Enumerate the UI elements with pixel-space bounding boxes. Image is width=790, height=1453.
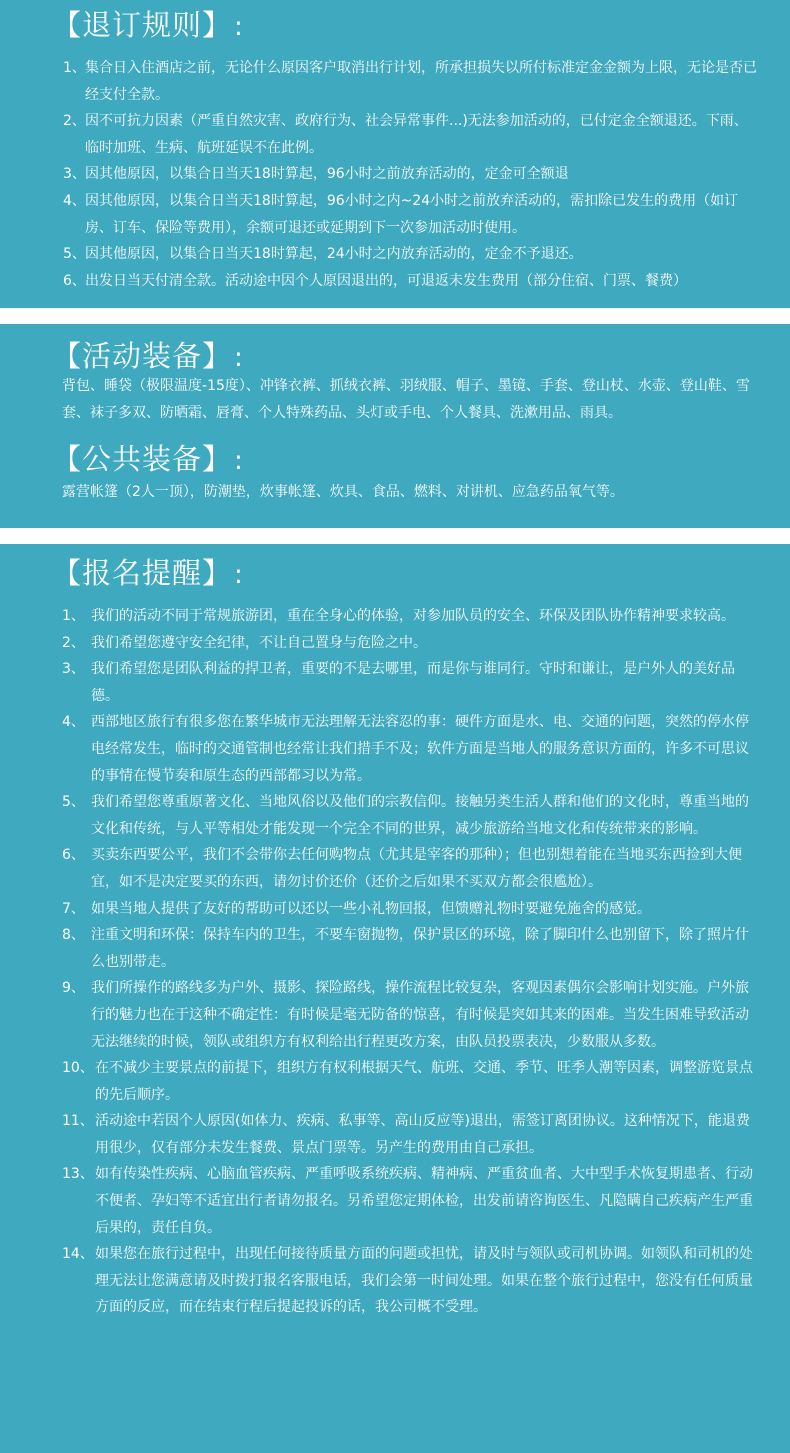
reminder-item-text: 我们的活动不同于常规旅游团，重在全身心的体验，对参加队员的安全、环保及团队协作精神要求较高。 [91, 608, 735, 624]
activity-gear-heading: 【活动装备】: [52, 339, 244, 373]
reminder-item-number: 5、 [62, 794, 85, 811]
reminder-item-text: 西部地区旅行有很多您在繁华城市无法理解无法容忍的事：硬件方面是水、电、交通的问题，突然的停水停电经常发生，临时的交通管制也经常让我们措手不及；软件方面是当地人的服务意识方面的，许多不可思议的事情在慢节奏和原生态的西部都习以为常。 [91, 714, 749, 784]
refund-rule-item [63, 161, 758, 188]
gear-section [0, 324, 790, 528]
reminder-item [62, 603, 762, 630]
reminder-item [62, 789, 762, 842]
reminder-item-text: 我们希望您是团队利益的捍卫者，重要的不是去哪里，而是你与谁同行。守时和谦让，是户外人的美好品德。 [91, 661, 735, 704]
refund-rule-item [63, 268, 758, 295]
reminder-item-number: 8、 [62, 927, 85, 944]
reminder-item-text: 如果您在旅行过程中，出现任何接待质量方面的问题或担忧，请及时与领队或司机协调。如领队和司机的处理无法让您满意请及时拨打报名客服电话，我们会第一时间处理。如果在整个旅行过程中，您没有任何质量方面的反应，而在结束行程后提起投诉的话，我公司概不受理。 [95, 1246, 753, 1316]
reminder-item-number: 10、 [62, 1060, 94, 1077]
refund-rules-list [63, 55, 758, 294]
refund-rules-heading: 【退订规则】: [52, 8, 244, 42]
reminder-item-number: 7、 [62, 900, 85, 917]
refund-rule-item-number: 2、 [63, 113, 86, 130]
reminder-item-number: 6、 [62, 847, 85, 864]
reminder-item-text: 注重文明和环保：保持车内的卫生，不要车窗抛物，保护景区的环境，除了脚印什么也别留下，除了照片什么也别带走。 [91, 927, 749, 970]
reminder-item [62, 1161, 762, 1241]
refund-rule-item [63, 188, 758, 241]
reminder-item [62, 922, 762, 975]
reminder-item-number: 2、 [62, 634, 85, 651]
reminder-item-text: 我们希望您尊重原著文化、当地风俗以及他们的宗教信仰。接触另类生活人群和他们的文化时，尊重当地的文化和传统，与人平等相处才能发现一个完全不同的世界，减少旅游给当地文化和传统带来的影响。 [91, 794, 749, 837]
reminder-item-text: 买卖东西要公平，我们不会带你去任何购物点（尤其是宰客的那种）；但也别想着能在当地买东西捡到大便宜，如不是决定要买的东西，请勿讨价还价（还价之后如果不买双方都会很尴尬）。 [91, 847, 742, 890]
reminder-item-number: 4、 [62, 714, 85, 731]
reminder-item-text: 活动途中若因个人原因(如体力、疾病、私事等、高山反应等)退出，需签订离团协议。这种情况下，能退费用很少，仅有部分未发生餐费、景点门票等。另产生的费用由自己承担。 [95, 1113, 750, 1156]
refund-rule-item-text: 因不可抗力因素（严重自然灾害、政府行为、社会异常事件...)无法参加活动的，已付定金全额退还。下雨、临时加班、生病、航班延误不在此例。 [85, 113, 748, 156]
activity-gear-text: 背包、睡袋（极限温度-15度）、冲锋衣裤、抓绒衣裤、羽绒服、帽子、墨镜、手套、登山杖、水壶、登山鞋、雪套、袜子多双、防晒霜、唇膏、个人特殊药品、头灯或手电、个人餐具、洗漱用品、雨具。 [62, 378, 750, 421]
reminder-item [62, 975, 762, 1055]
reminder-item-text: 如果当地人提供了友好的帮助可以还以一些小礼物回报，但馈赠礼物时要避免施舍的感觉。 [91, 900, 651, 917]
signup-reminders-list [62, 603, 762, 1321]
refund-rule-item-text: 因其他原因，以集合日当天18时算起，96小时之前放弃活动的，定金可全额退 [85, 166, 569, 183]
refund-rule-item-number: 5、 [63, 246, 86, 263]
reminder-item-number: 14、 [62, 1246, 94, 1263]
reminder-item-number: 11、 [62, 1113, 94, 1130]
reminder-item-text: 我们希望您遵守安全纪律，不让自己置身与危险之中。 [91, 634, 427, 651]
refund-rule-item-number: 4、 [63, 192, 86, 209]
refund-rule-item-number: 3、 [63, 166, 86, 183]
public-gear-heading: 【公共装备】: [52, 442, 244, 476]
reminder-item [62, 1055, 762, 1108]
refund-rules-section [0, 0, 790, 308]
reminder-item-text: 我们所操作的路线多为户外、摄影、探险路线，操作流程比较复杂，客观因素偶尔会影响计划实施。户外旅行的魅力也在于这种不确定性：有时候是毫无防备的惊喜，有时候是突如其来的困难。当发生困难导致活动无法继续的时候，领队或组织方有权利给出行程更改方案，由队员投票表决，少数服从多数。 [91, 980, 749, 1050]
reminder-item-number: 1、 [62, 608, 85, 624]
reminder-item-number: 13、 [62, 1166, 94, 1183]
refund-rule-item-text: 出发日当天付清全款。活动途中因个人原因退出的，可退返未发生费用（部分住宿、门票、餐费） [85, 272, 687, 289]
reminder-item [62, 842, 762, 895]
reminder-item [62, 656, 762, 709]
public-gear-text: 露营帐篷（2人一顶），防潮垫，炊事帐篷、炊具、食品、燃料、对讲机、应急药品氧气等。 [62, 484, 624, 500]
refund-rule-item-text: 集合日入住酒店之前，无论什么原因客户取消出行计划，所承担损失以所付标准定金金额为上限，无论是否已经支付全款。 [85, 60, 757, 103]
refund-rule-item-text: 因其他原因，以集合日当天18时算起，24小时之内放弃活动的，定金不予退还。 [85, 246, 583, 263]
refund-rule-item [63, 241, 758, 268]
signup-reminders-heading: 【报名提醒】: [52, 556, 244, 590]
reminder-item [62, 1241, 762, 1321]
reminder-item [62, 709, 762, 789]
reminder-item-text: 在不减少主要景点的前提下，组织方有权利根据天气、航班、交通、季节、旺季人潮等因素，调整游览景点的先后顺序。 [95, 1060, 753, 1103]
reminder-item-number: 9、 [62, 980, 85, 997]
refund-rule-item [63, 55, 758, 108]
refund-rule-item-text: 因其他原因，以集合日当天18时算起，96小时之内~24小时之前放弃活动的，需扣除已发生的费用（如订房、订车、保险等费用），余额可退还或延期到下一次参加活动时使用。 [85, 192, 739, 236]
reminder-item [62, 896, 762, 923]
reminder-item-text: 如有传染性疾病、心脑血管疾病、严重呼吸系统疾病、精神病、严重贫血者、大中型手术恢复期患者、行动不便者、孕妇等不适宜出行者请勿报名。另希望您定期体检，出发前请咨询医生、凡隐瞒自己疾病产生严重后果的，责任自负。 [95, 1166, 753, 1236]
reminder-item-number: 3、 [62, 661, 85, 678]
refund-rule-item-number: 6、 [63, 272, 86, 289]
reminder-item [62, 630, 762, 657]
refund-rule-item [63, 108, 758, 161]
reminder-item [62, 1108, 762, 1161]
refund-rule-item-number: 1、 [63, 60, 86, 76]
